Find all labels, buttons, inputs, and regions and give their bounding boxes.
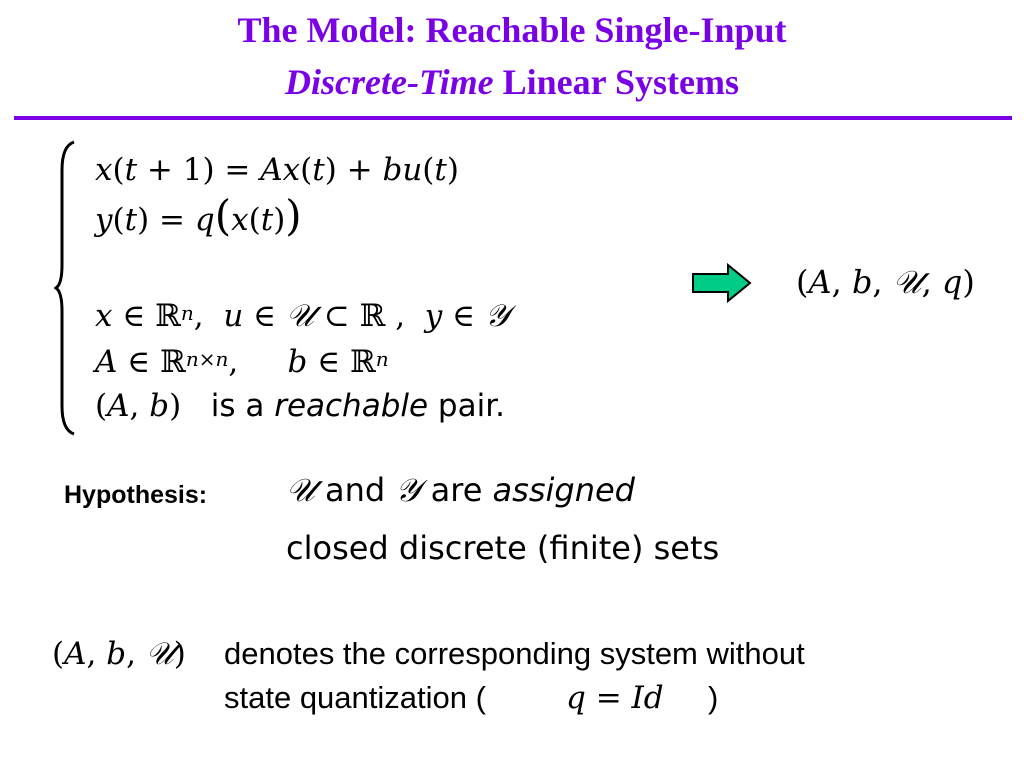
note-close-paren: ) [708, 680, 719, 715]
identity-equation: q = Id [566, 680, 664, 716]
title-divider [14, 116, 1012, 120]
left-brace-icon [54, 140, 78, 436]
title-rest-part: Linear Systems [493, 62, 739, 102]
slide-title-line2 [0, 62, 1024, 102]
right-arrow-icon [692, 263, 752, 303]
system-tuple: (A, b, 𝒰, q) [796, 263, 975, 301]
output-equation: y(t) = q(x(t)) [95, 191, 302, 240]
spaces-line: x ∈ ℝ$^n$, u ∈ 𝒰 ⊂ ℝ , y ∈ 𝒴 [95, 298, 510, 334]
title-italic-part: Discrete-Time [285, 62, 494, 102]
matrices-line: A ∈ ℝ$^{n\times n}$, b ∈ ℝ$^n$ [95, 344, 389, 380]
hypothesis-line2: closed discrete (finite) sets [286, 529, 720, 567]
hypothesis-label: Hypothesis: [64, 481, 208, 509]
unquantized-tuple: (A, b, 𝒰) [52, 636, 186, 672]
note-line1: denotes the corresponding system without [224, 636, 805, 671]
reachable-pair-line: (A, b) is a reachable pair. [95, 388, 505, 424]
note-line2: state quantization ( [224, 680, 486, 715]
slide-title-line1: The Model: Reachable Single-Input [237, 10, 787, 50]
state-equation: x(t + 1) = Ax(t) + bu(t) [95, 152, 459, 188]
hypothesis-line1: 𝒰 and 𝒴 are assigned [286, 471, 635, 509]
